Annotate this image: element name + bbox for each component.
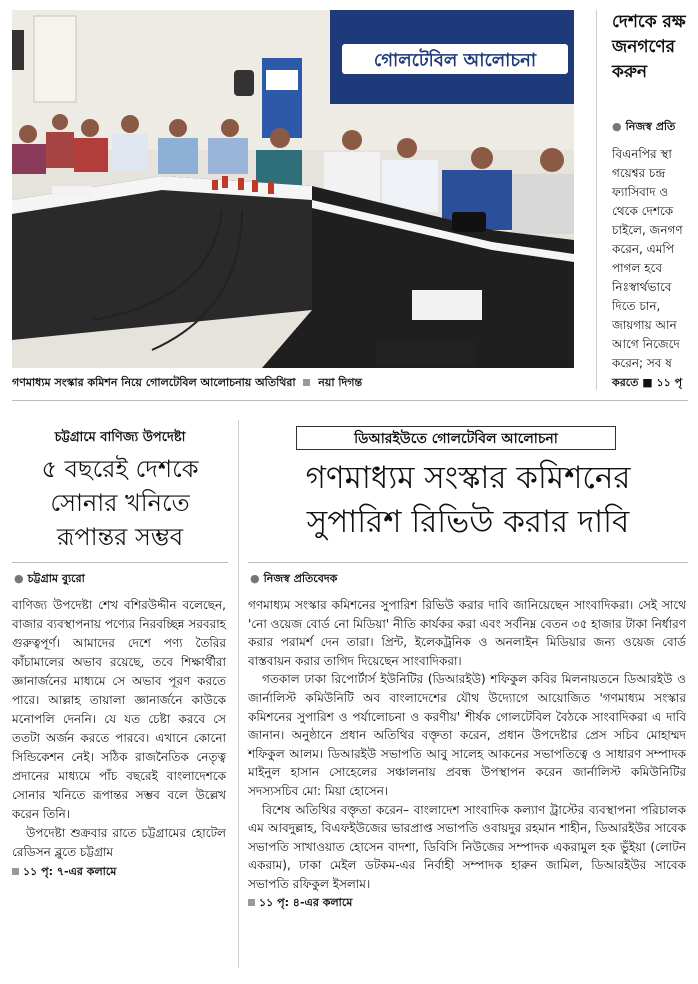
separator-square-icon [12, 868, 19, 875]
left-continuation-text: ১১ পৃ: ৭-এর কলামে [23, 865, 117, 878]
section-divider [12, 400, 688, 401]
main-byline-text: নিজস্ব প্রতিবেদক [263, 572, 338, 585]
teaser-line: দিতে চান, [612, 299, 661, 313]
teaser-line: গয়েশ্বর চন্দ্র [612, 166, 666, 180]
separator-square-icon [303, 379, 310, 386]
teaser-line: করেন, এমপি [612, 242, 674, 256]
left-byline-text: চট্টগ্রাম ব্যুরো [27, 572, 85, 585]
bullet-icon: ● [250, 572, 260, 585]
main-story-body [248, 596, 686, 912]
teaser-line: পাগল হবে [612, 261, 663, 275]
bullet-icon: ● [612, 120, 622, 133]
main-paragraph: বিশেষ অতিথির বক্তৃতা করেন– বাংলাদেশ সাংবাদিক কল্যাণ ট্রাস্টের ব্যবস্থাপনা পরিচালক এম আবদুল্লাহ, বিএফইউজের ভারপ্রাপ্ত সভাপতি ওবায়দুর রহমান শাহীন, ডিআরইউর সাবেক সভাপতি সাখাওয়াত হোসেন বাদশা, ডিবিসি নিউজের সম্পাদক একরামুল হক ভুঁইয়া (লোটন একরাম), ঢাকা মেইল ডটকম-এর নির্বাহী সম্পাদক হারুন জামিল, ডিআরইউর সাবেক সভাপতি রফিকুল ইসলাম। [248, 802, 686, 891]
main-paragraph: গণমাধ্যম সংস্কার কমিশনের সুপারিশ রিভিউ করার দাবি জানিয়েছেন সাংবাদিকরা। সেই সাথে 'নো ওয়েজ বোর্ড নো মিডিয়া' নীতি কার্যকর করা এবং সর্বনিম্ন বেতন ৩৫ হাজার টাকা নির্ধারণ করার পরামর্শ দেন তারা। প্রিন্ট, ইলেকট্রনিক ও অনলাইন মিডিয়ার জন্য ওয়েজ বোর্ড বাস্তবায়ন করার তাগিদ দিয়েছেন সাংবাদিকরা। [248, 598, 686, 668]
separator-square-icon [248, 899, 255, 906]
main-story-headline [248, 456, 688, 544]
left-paragraph: উপদেষ্টা শুক্রবার রাতে চট্টগ্রামের হোটেল রেডিসন ব্লুতে চট্টগ্রাম [12, 826, 226, 859]
news-photo [12, 10, 574, 368]
banner-title: গোলটেবিল আলোচনা [373, 50, 537, 71]
left-story-body [12, 596, 226, 881]
teaser-line: চাইলে, জনগণ [612, 223, 683, 237]
main-byline-rule [248, 562, 688, 563]
caption-credit: নয়া দিগন্ত [318, 376, 363, 389]
teaser-line: আগে নিজেদে [612, 337, 680, 351]
teaser-line: ফ্যাসিবাদ ও [612, 185, 669, 199]
teaser-byline-text: নিজস্ব প্রতি [625, 120, 676, 133]
main-story-byline [250, 570, 337, 589]
teaser-byline [612, 118, 675, 137]
left-paragraph: বাণিজ্য উপদেষ্টা শেখ বশিরউদ্দীন বলেছেন, বাজার ব্যবস্থাপনায় পণ্যের নিরবচ্ছিন্ন সরবরাহ গুরুত্বপূর্ণ। আমাদের দেশে পণ্য তৈরির কাঁচামালের অভাব রয়েছে, তবে শিক্ষার্থীরা জ্ঞানার্জনের মাধ্যমে সে অভাব পূরণ করতে পারে। আল্লাহ তায়ালা জ্ঞানার্জনে কাউকে মনোপলি দেননি। যে যত চেষ্টা করবে সে ততটা অর্জন করতে পারবে। এখানে কোনো সিন্ডিকেশন নেই। সঠিক রাজনৈতিক নেতৃত্ব প্রদানের মাধ্যমে পাঁচ বছরেই বাংলাদেশকে সোনার খনিতে রূপান্তর সম্ভব বলে উল্লেখ করেন তিনি। [12, 598, 226, 821]
teaser-headline-line: দেশকে রক্ষ [612, 12, 686, 32]
main-story-kicker: ডিআরইউতে গোলটেবিল আলোচনা [296, 426, 616, 450]
teaser-line: বিএনপির স্থা [612, 147, 672, 161]
main-continuation-text: ১১ পৃ: ৪-এর কলামে [259, 895, 353, 909]
teaser-headline-line: জনগণের [612, 37, 675, 57]
teaser-line: নিঃস্বার্থভাবে [612, 280, 672, 294]
teaser-continuation: করতে ■ ১১ পৃ [612, 376, 683, 389]
column-divider [238, 420, 239, 968]
left-continuation [12, 862, 226, 881]
left-byline-rule [12, 562, 228, 563]
teaser-line: করেন; সব ষ [612, 356, 672, 370]
photo-caption [12, 374, 574, 393]
bullet-icon: ● [14, 572, 24, 585]
left-story-headline [12, 452, 228, 554]
teaser-body [612, 145, 698, 392]
headline-line: সোনার খনিতে [50, 489, 190, 517]
teaser-line: জায়গায় আন [612, 318, 677, 332]
teaser-line: থেকে দেশকে [612, 204, 674, 218]
main-paragraph: গতকাল ঢাকা রিপোর্টার্স ইউনিটির (ডিআরইউ) শফিকুল কবির মিলনায়তনে ডিআরইউ ও জার্নালিস্ট কমিউনিটি অব বাংলাদেশের যৌথ উদ্যোগে আয়োজিত 'গণমাধ্যম সংস্কার কমিশনের সুপারিশ ও পর্যালোচনা ও করণীয়' শীর্ষক গোলটেবিল বৈঠকে সাংবাদিকরা এ দাবি জানান। অনুষ্ঠানে প্রধান অতিথির বক্তৃতা করেন, প্রধান উপদেষ্টার প্রেস সচিব মোহাম্মদ শফিকুল আলম। ডিআরইউ সভাপতি আবু সালেহ আকনের সভাপতিত্বে ও সাধারণ সম্পাদক মাইনুল হাসান সোহেলের সঞ্চালনায় প্রবন্ধ উপস্থাপন করেন জার্নালিস্ট কমিউনিটির সদস্যসচিব মো: মিয়া হোসেন। [248, 672, 686, 798]
column-divider [596, 10, 597, 390]
headline-line: গণমাধ্যম সংস্কার কমিশনের [305, 460, 631, 496]
headline-line: সুপারিশ রিভিউ করার দাবি [306, 504, 630, 540]
teaser-headline-line: করুন [612, 62, 648, 82]
roundtable-photo-illustration [12, 10, 574, 368]
main-continuation [248, 894, 686, 913]
left-story-byline [14, 570, 85, 589]
headline-line: রূপান্তর সম্ভব [56, 523, 184, 551]
headline-line: ৫ বছরেই দেশকে [41, 455, 199, 483]
caption-text: গণমাধ্যম সংস্কার কমিশন নিয়ে গোলটেবিল আলোচনায় অতিথিরা [12, 376, 296, 389]
left-story-kicker: চট্টগ্রামে বাণিজ্য উপদেষ্টা [54, 430, 186, 445]
teaser-headline [612, 10, 698, 85]
